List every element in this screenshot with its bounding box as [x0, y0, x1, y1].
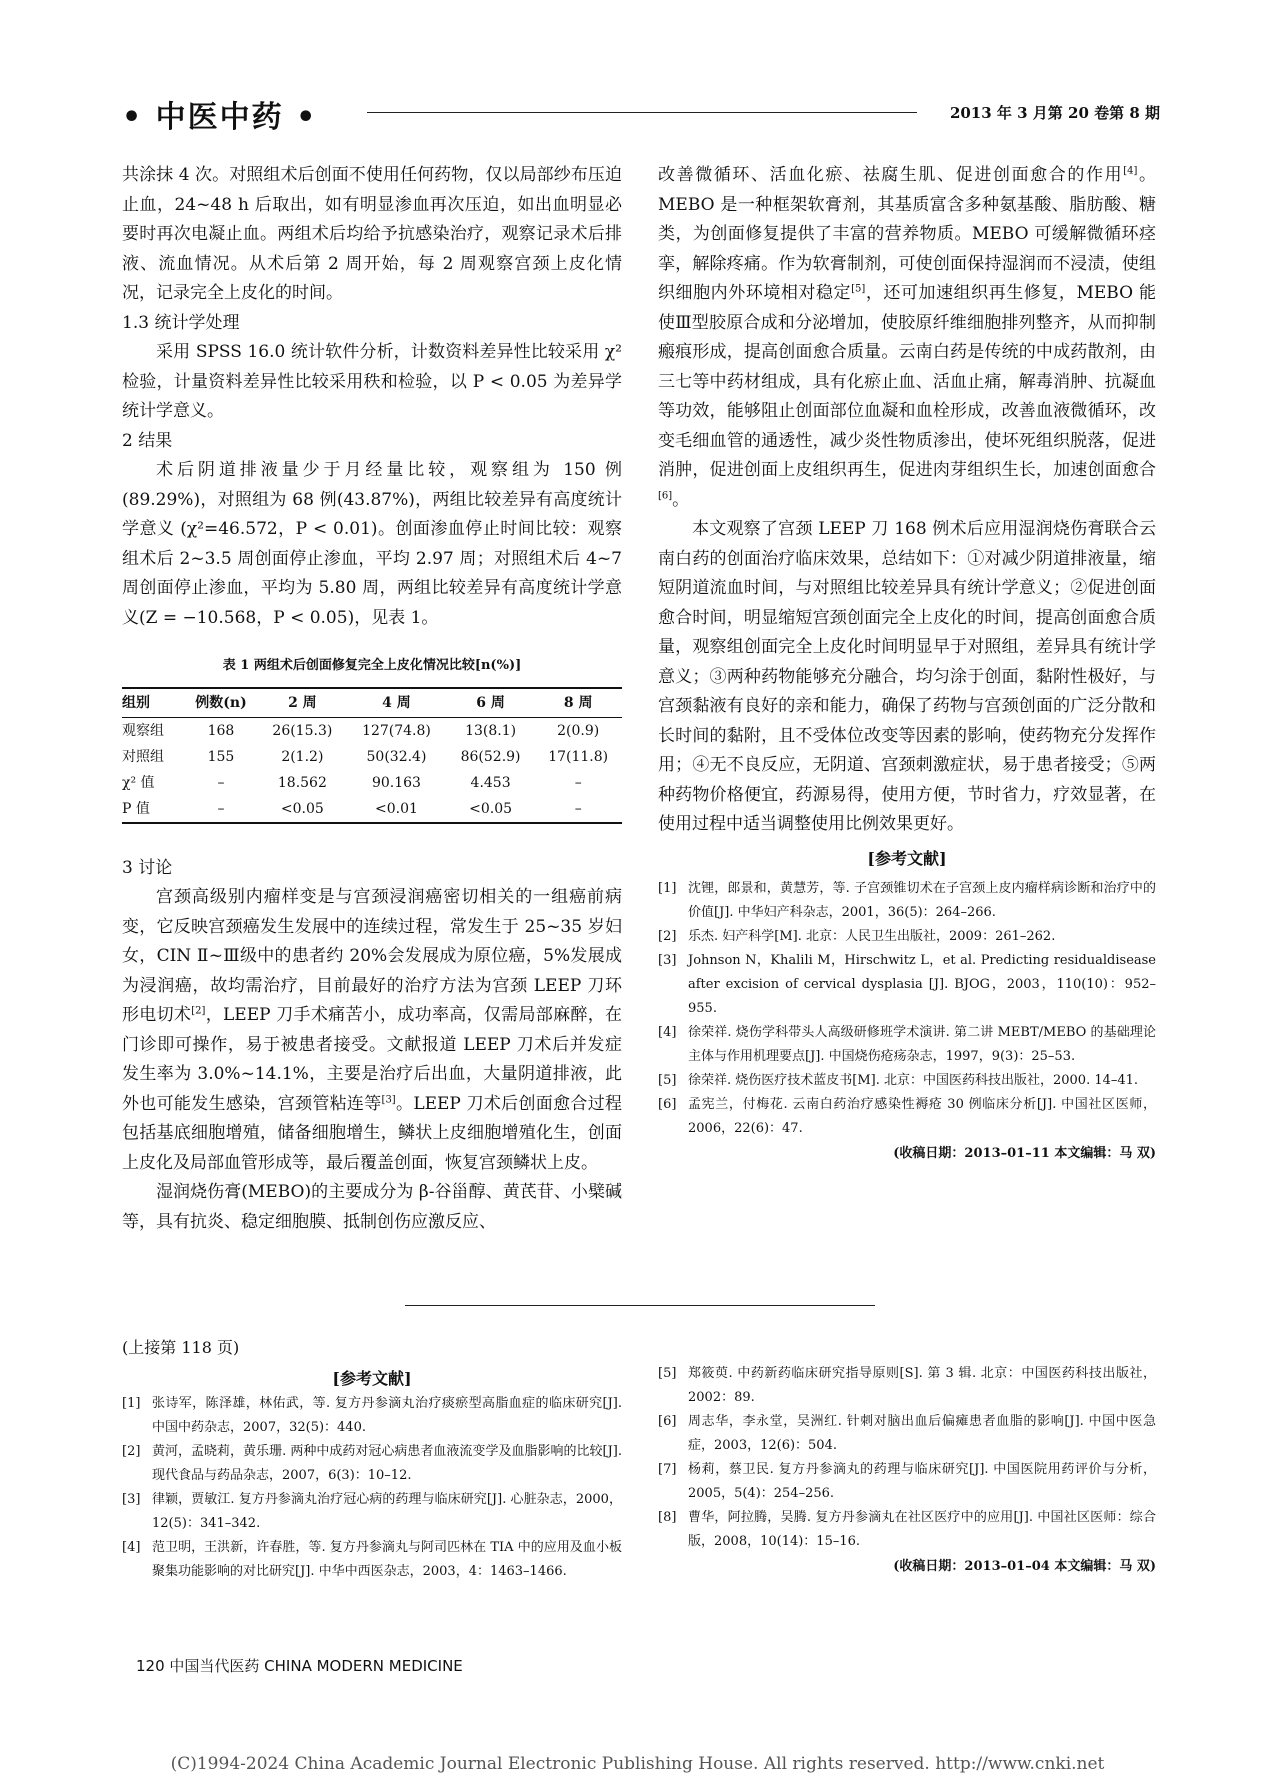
paragraph-text: 。: [672, 489, 690, 510]
continued-left-refs: [122, 1392, 622, 1584]
reference-text: 郑筱萸. 中药新药临床研究指导原则[S]. 第 3 辑. 北京：中国医药科技出版社，2002：89.: [688, 1366, 1156, 1405]
table-row: [122, 744, 622, 770]
table-header-row: [122, 688, 622, 718]
results-table: [122, 687, 622, 824]
reference-item: [122, 1536, 622, 1584]
section-heading-2: 2 结果: [122, 430, 173, 451]
section-heading-3: 3 讨论: [122, 857, 173, 878]
reference-item: [658, 1069, 1156, 1093]
reference-number: [4]: [658, 1025, 677, 1040]
reference-number: [6]: [658, 1414, 677, 1429]
table-cell: 50(32.4): [366, 748, 427, 765]
copyright-line: (C)1994-2024 China Academic Journal Electronic Publishing House. All rights reserved. http://www.cnki.net: [170, 1754, 1105, 1774]
reference-item: [658, 877, 1156, 925]
table-cell: <0.05: [259, 796, 347, 823]
citation: [2]: [191, 1005, 206, 1017]
received-date: (收稿日期：2013–01–04 本文编辑：马 双): [893, 1559, 1156, 1574]
table-cell: 13(8.1): [465, 722, 517, 739]
references-title: [参考文献]: [867, 848, 947, 868]
reference-text: 徐荣祥. 烧伤学科带头人高级研修班学术演讲. 第二讲 MEBT/MEBO 的基础理论主体与作用机理要点[J]. 中国烧伤疮疡杂志，1997，9(3)：25–53.: [688, 1025, 1156, 1064]
citation: [5]: [851, 283, 866, 295]
paragraph-text: ，LEEP 刀手术痛苦小，成功率高，仅需局部麻醉，在门诊即可操作，易于被患者接受。文献报道 LEEP 刀术后并发症发生率为 3.0%~14.1%，主要是治疗后出血，大量阴道排液，此外也可能发生感染，宫颈管粘连等: [122, 1005, 623, 1114]
paragraph-text: 改善微循环、活血化瘀、祛腐生肌、促进创面愈合的作用: [658, 165, 1124, 185]
reference-number: [3]: [122, 1492, 141, 1507]
paragraph: [658, 161, 1156, 515]
table-cell: 26(15.3): [272, 722, 333, 739]
table-cell: 86(52.9): [460, 748, 521, 765]
reference-number: [3]: [658, 953, 677, 968]
paragraph: 湿润烧伤膏(MEBO)的主要成分为 β-谷甾醇、黄芪苷、小檗碱等，具有抗炎、稳定细胞膜、抵制创伤应激反应、: [122, 1182, 622, 1232]
right-column: [658, 161, 1156, 1167]
table-cell: 2(0.9): [557, 722, 600, 739]
header-rule: [367, 112, 917, 113]
paragraph-text: ，还可加速组织再生修复，MEBO 能使Ⅲ型胶原合成和分泌增加，使胶原纤维细胞排列整齐，从而抑制瘢痕形成，提高创面愈合质量。云南白药是传统的中成药散剂，由三七等中药材组成，具有化瘀止血、活血止痛，解毒消肿、抗凝血等功效，能够阻止创面部位血凝和血栓形成，改善血液微循环，改变毛细血管的通透性，减少炎性物质渗出，使坏死组织脱落，促进消肿，促进创面上皮组织再生，促进肉芽组织生长，加速创面愈合: [658, 283, 1157, 480]
table-header-cell: 8 周: [534, 688, 622, 718]
reference-text: 张诗军，陈泽雄，林佑武，等. 复方丹参滴丸治疗痰瘀型高脂血症的临床研究[J]. 中国中药杂志，2007，32(5)：440.: [152, 1396, 622, 1435]
table-cell: 18.562: [277, 774, 327, 791]
reference-text: 沈锂，郎景和，黄慧芳，等. 子宫颈锥切术在子宫颈上皮内瘤样病诊断和治疗中的价值[J]. 中华妇产科杂志，2001，36(5)：264–266.: [688, 881, 1156, 920]
table-row: [122, 717, 622, 744]
table-cell: –: [574, 774, 582, 791]
table-cell: 168: [207, 722, 235, 739]
table-cell: P 值: [122, 796, 183, 823]
reference-item: [658, 1458, 1156, 1506]
citation: [6]: [658, 489, 673, 501]
table-cell: –: [534, 796, 622, 823]
reference-text: Johnson N，Khalili M，Hirschwitz L，et al. Predicting residualdisease after excision of cervical dysplasia [J]. BJOG，2003，110(10)：952–955.: [688, 953, 1156, 1016]
continued-label: (上接第 118 页): [122, 1338, 240, 1357]
reference-text: 周志华，李永堂，吴洲红. 针刺对脑出血后偏瘫患者血脂的影响[J]. 中国中医急症，2003，12(6)：504.: [688, 1414, 1156, 1453]
table-cell: 127(74.8): [362, 722, 431, 739]
continued-references-title: [参考文献]: [332, 1369, 412, 1388]
reference-text: 曹华，阿拉腾，吴腾. 复方丹参滴丸在社区医疗中的应用[J]. 中国社区医师：综合版，2008，10(14)：15–16.: [688, 1510, 1156, 1549]
page-footer: 120 中国当代医药 CHINA MODERN MEDICINE: [136, 1657, 463, 1675]
reference-number: [5]: [658, 1073, 677, 1088]
table-cell: 155: [207, 748, 235, 765]
reference-item: [122, 1488, 622, 1536]
reference-text: 孟宪兰，付梅花. 云南白药治疗感染性褥疮 30 例临床分析[J]. 中国社区医师，2006，22(6)：47.: [688, 1097, 1156, 1136]
table-cell: <0.01: [346, 796, 447, 823]
table-cell: 对照组: [122, 748, 164, 765]
paragraph-text: 。LEEP 刀术后创面愈合过程包括基底细胞增殖，储备细胞增生，鳞状上皮细胞增殖化生，创面上皮化及局部血管形成等，最后覆盖创面，恢复宫颈鳞状上皮。: [122, 1093, 623, 1173]
table-row: [122, 796, 622, 823]
reference-text: 徐荣祥. 烧伤医疗技术蓝皮书[M]. 北京：中国医药科技出版社，2000. 14–41.: [688, 1073, 1139, 1088]
table-header-cell: 2 周: [259, 688, 347, 718]
table-cell: 90.163: [371, 774, 421, 791]
table-header-cell: 6 周: [447, 688, 535, 718]
table-cell: <0.05: [447, 796, 535, 823]
reference-text: 杨莉，蔡卫民. 复方丹参滴丸的药理与临床研究[J]. 中国医院用药评价与分析，2005，5(4)：254–256.: [688, 1462, 1156, 1501]
left-column: [122, 161, 622, 1237]
reference-item: [658, 1362, 1156, 1410]
table-header-cell: 组别: [122, 688, 183, 718]
paragraph-text: 宫颈高级别内瘤样变是与宫颈浸润癌密切相关的一组癌前病变，它反映宫颈癌发生发展中的连续过程，常发生于 25~35 岁妇女，CIN Ⅱ~Ⅲ级中的患者约 20%会发展成为原位癌，5%发展成为浸润癌，故均需治疗，目前最好的治疗方法为宫颈 LEEP 刀环形电切术: [122, 887, 622, 1025]
reference-number: [4]: [122, 1540, 141, 1555]
paragraph-text: 。MEBO 是一种框架软膏剂，其基质富含多种氨基酸、脂肪酸、糖类，为创面修复提供了丰富的营养物质。MEBO 可缓解微循环痉挛，解除疼痛。作为软膏制剂，可使创面保持湿润而不浸渍，使组织细胞内外环境相对稳定: [658, 165, 1156, 303]
reference-item: [658, 1506, 1156, 1554]
paragraph: 本文观察了宫颈 LEEP 刀 168 例术后应用湿润烧伤膏联合云南白药的创面治疗临床效果，总结如下：①对减少阴道排液量，缩短阴道流血时间，与对照组比较差异具有统计学意义；②促进创面愈合时间，明显缩短宫颈创面完全上皮化的时间，提高创面愈合质量，观察组创面完全上皮化时间明显早于对照组，差异具有统计学意义；③两种药物能够充分融合，均匀涂于创面，黏附性极好，与宫颈黏液有良好的亲和能力，确保了药物与宫颈创面的广泛分散和长时间的黏附，且不受体位改变等因素的影响，使药物充分发挥作用；④无不良反应，无阴道、宫颈刺激症状，易于患者接受；⑤两种药物价格便宜，药源易得，使用方便，节时省力，疗效显著，在使用过程中适当调整使用比例效果更好。: [658, 519, 1156, 834]
table-cell: χ² 值: [122, 774, 155, 791]
paragraph: [122, 883, 622, 1178]
table-header-cell: 例数(n): [183, 688, 258, 718]
reference-number: [1]: [658, 881, 677, 896]
table-cell: 17(11.8): [548, 748, 609, 765]
reference-number: [6]: [658, 1097, 677, 1112]
reference-item: [658, 1093, 1156, 1141]
continued-right-refs: [658, 1362, 1156, 1580]
table-header-cell: 4 周: [346, 688, 447, 718]
section-heading-1-3: 1.3 统计学处理: [122, 312, 240, 333]
reference-number: [1]: [122, 1396, 141, 1411]
reference-text: 律颖，贾敏江. 复方丹参滴丸治疗冠心病的药理与临床研究[J]. 心脏杂志，2000，12(5)：341–342.: [152, 1492, 622, 1531]
reference-number: [5]: [658, 1366, 677, 1381]
journal-section-title: • 中医中药 •: [122, 100, 318, 135]
table-cell: –: [183, 796, 258, 823]
reference-number: [8]: [658, 1510, 677, 1525]
received-date: (收稿日期：2013–01–11 本文编辑：马 双): [893, 1146, 1156, 1161]
reference-item: [658, 1021, 1156, 1069]
table-cell: –: [217, 774, 225, 791]
reference-item: [658, 949, 1156, 1021]
reference-item: [658, 1410, 1156, 1458]
table-cell: 4.453: [470, 774, 511, 791]
reference-item: [122, 1392, 622, 1440]
table-cell: 2(1.2): [281, 748, 324, 765]
table-cell: 观察组: [122, 722, 164, 739]
table-row: [122, 770, 622, 796]
paragraph: 共涂抹 4 次。对照组术后创面不使用任何药物，仅以局部纱布压迫止血，24~48 h 后取出，如有明显渗血再次压迫，如出血明显必要时再次电凝止血。两组术后均给予抗感染治疗，观察记录术后排液、流血情况。从术后第 2 周开始，每 2 周观察宫颈上皮化情况，记录完全上皮化的时间。: [122, 165, 622, 303]
reference-number: [7]: [658, 1462, 677, 1477]
reference-item: [122, 1440, 622, 1488]
reference-text: 乐杰. 妇产科学[M]. 北京：人民卫生出版社，2009：261–262.: [688, 929, 1056, 944]
reference-text: 范卫明，王洪新，许春胜，等. 复方丹参滴丸与阿司匹林在 TIA 中的应用及血小板聚集功能影响的对比研究[J]. 中华中西医杂志，2003，4：1463–1466.: [152, 1540, 622, 1579]
reference-number: [2]: [122, 1444, 141, 1459]
reference-item: [658, 925, 1156, 949]
paragraph: 采用 SPSS 16.0 统计软件分析，计数资料差异性比较采用 χ² 检验，计量资料差异性比较采用秩和检验，以 P < 0.05 为差异学统计学意义。: [122, 342, 622, 421]
reference-text: 黄河，孟晓莉，黄乐珊. 两种中成药对冠心病患者血液流变学及血脂影响的比较[J]. 现代食品与药品杂志，2007，6(3)：10–12.: [152, 1444, 622, 1483]
section-separator: [405, 1305, 875, 1306]
paragraph: 术后阴道排液量少于月经量比较，观察组为 150 例(89.29%)，对照组为 68 例(43.87%)，两组比较差异有高度统计学意义 (χ²=46.572，P < 0.01)。创面渗血停止时间比较：观察组术后 2~3.5 周创面停止渗血，平均 2.97 周；对照组术后 4~7 周创面停止渗血，平均为 5.80 周，两组比较差异有高度统计学意义(Z = −10.568，P < 0.05)，见表 1。: [122, 460, 622, 628]
table-caption: 表 1 两组术后创面修复完全上皮化情况比较[n(%)]: [222, 658, 522, 673]
citation: [4]: [1123, 165, 1138, 177]
issue-info: 2013 年 3 月第 20 卷第 8 期: [949, 104, 1160, 122]
reference-number: [2]: [658, 929, 677, 944]
citation: [3]: [381, 1093, 396, 1105]
